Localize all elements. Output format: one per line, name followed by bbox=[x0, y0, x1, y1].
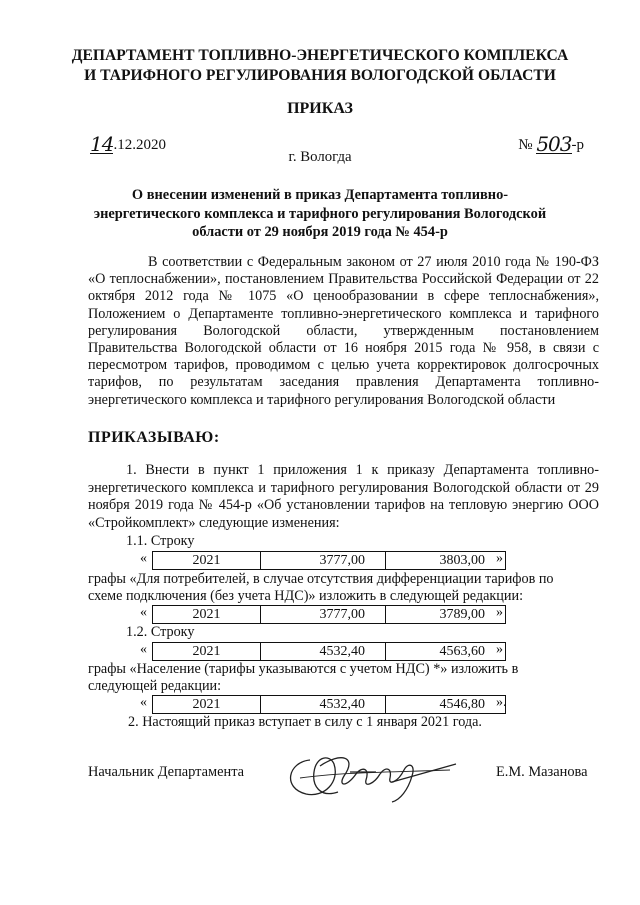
tariff-year-cell: 2021 bbox=[153, 552, 261, 569]
tariff-second-half-cell: 3789,00 bbox=[439, 607, 485, 622]
tariff-first-half-cell: 4532,40 bbox=[261, 643, 386, 660]
sub-item-1-1-text-line1: графы «Для потребителей, в случае отсутствия дифференциации тарифов по bbox=[88, 571, 554, 587]
department-name-line1: ДЕПАРТАМЕНТ ТОПЛИВНО-ЭНЕРГЕТИЧЕСКОГО КОМПЛЕКСА bbox=[71, 47, 569, 64]
open-quote: « bbox=[140, 605, 147, 620]
sub-item-1-1-label: 1.1. Строку bbox=[126, 533, 195, 549]
tariff-second-half-cell: 4546,80 bbox=[439, 697, 485, 712]
preamble-paragraph: В соответствии с Федеральным законом от 27 июля 2010 года № 190-ФЗ «О теплоснабжении», постановлением Правительства Российской Федерации от 22 октября 2012 года № 1075 «О ценообразовании в сфере теплоснабжения», Положением о Департаменте топливно-энергетического комплекса и тарифного регулирования Вологодской области, утвержденным постановлением Правительства Вологодской области от 16 ноября 2015 года № 958, в связи с пересмотром тарифов, проводимом с целью учета корректировок долгосрочных тарифов, по результатам заседания правления Департамента топливно-энергетического комплекса и тарифного регулирования Вологодской области bbox=[88, 254, 599, 408]
sub-item-1-2-text-line1: графы «Население (тарифы указываются с учетом НДС) *» изложить в bbox=[88, 661, 519, 677]
city: г. Вологда bbox=[288, 149, 352, 165]
sub-item-1-2-label: 1.2. Строку bbox=[126, 624, 195, 640]
order-subject bbox=[90, 186, 550, 242]
subject-line3: области от 29 ноября 2019 года № 454-р bbox=[192, 224, 448, 241]
tariff-second-half-cell: 3803,00 bbox=[439, 553, 485, 568]
close-quote: » bbox=[496, 605, 503, 620]
signatory-position: Начальник Департамента bbox=[88, 764, 245, 780]
tariff-table bbox=[152, 605, 506, 624]
close-quote: » bbox=[496, 642, 503, 657]
department-name bbox=[40, 46, 600, 86]
number-sign: № bbox=[518, 137, 533, 153]
open-quote: « bbox=[140, 551, 147, 566]
sub-item-1-2-text-line2: следующей редакции: bbox=[88, 678, 222, 694]
handwritten-number: 503 bbox=[536, 132, 572, 156]
tariff-table bbox=[152, 642, 506, 661]
tariff-first-half-cell: 3777,00 bbox=[261, 552, 386, 569]
subject-line2: энергетического комплекса и тарифного регулирования Вологодской bbox=[93, 205, 547, 222]
close-quote: ». bbox=[496, 695, 507, 710]
tariff-first-half-cell: 4532,40 bbox=[261, 696, 386, 713]
open-quote: « bbox=[140, 695, 147, 710]
item-2-paragraph: 2. Настоящий приказ вступает в силу с 1 января 2021 года. bbox=[128, 714, 482, 730]
subject-line1: О внесении изменений в приказ Департамента топливно- bbox=[131, 187, 509, 203]
signatory-name: Е.М. Мазанова bbox=[496, 764, 588, 780]
close-quote: » bbox=[496, 551, 503, 566]
open-quote: « bbox=[140, 642, 147, 657]
tariff-year-cell: 2021 bbox=[153, 606, 261, 623]
sub-item-1-1-text-line2: схеме подключения (без учета НДС)» изложить в следующей редакции: bbox=[88, 588, 524, 604]
tariff-first-half-cell: 3777,00 bbox=[261, 606, 386, 623]
date-month-year: .12.2020 bbox=[113, 137, 166, 153]
decree-heading: ПРИКАЗЫВАЮ: bbox=[88, 429, 220, 446]
number-suffix: -р bbox=[571, 137, 584, 153]
handwritten-day: 14 bbox=[90, 132, 114, 156]
item-1-paragraph: 1. Внести в пункт 1 приложения 1 к приказу Департамента топливно-энергетического комплекса и тарифного регулирования Вологодской области от 29 ноября 2019 года № 454-р «Об установлении тарифов на тепловую энергию ООО «Стройкомплект» следующие изменения: bbox=[88, 462, 599, 531]
tariff-year-cell: 2021 bbox=[153, 643, 261, 660]
document-type: ПРИКАЗ bbox=[287, 100, 353, 117]
handwritten-signature bbox=[280, 742, 460, 806]
department-name-line2: И ТАРИФНОГО РЕГУЛИРОВАНИЯ ВОЛОГОДСКОЙ ОБЛАСТИ bbox=[84, 67, 556, 84]
tariff-table bbox=[152, 551, 506, 570]
tariff-second-half-cell: 4563,60 bbox=[439, 644, 485, 659]
tariff-year-cell: 2021 bbox=[153, 696, 261, 713]
tariff-table bbox=[152, 695, 506, 714]
